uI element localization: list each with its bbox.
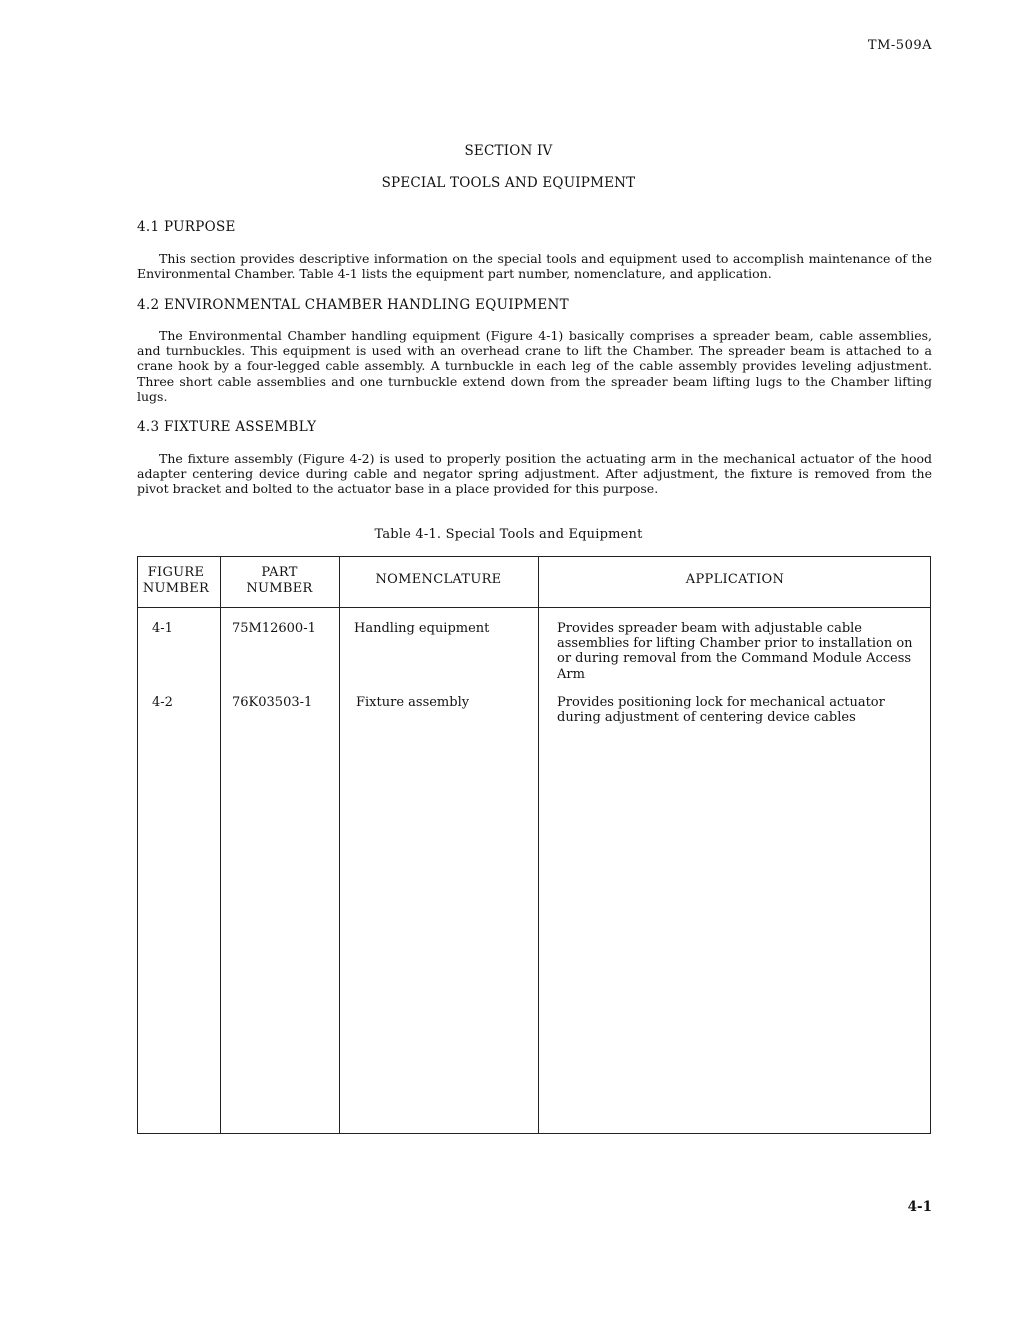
header-divider bbox=[138, 607, 930, 608]
heading-handling-equipment: 4.2 ENVIRONMENTAL CHAMBER HANDLING EQUIPMENT bbox=[137, 297, 569, 313]
table-cell-nomenclature: Fixture assembly bbox=[356, 695, 470, 710]
table-caption: Table 4-1. Special Tools and Equipment bbox=[374, 527, 643, 542]
column-divider bbox=[538, 557, 539, 1133]
document-id: TM-509A bbox=[867, 38, 932, 53]
heading-purpose: 4.1 PURPOSE bbox=[137, 219, 236, 235]
special-tools-table bbox=[137, 556, 931, 1134]
table-cell-application: Provides positioning lock for mechanical actuator during adjustment of centering device cables bbox=[557, 695, 885, 726]
table-cell-part: 76K03503-1 bbox=[232, 695, 313, 710]
header-figure-number: FIGURE NUMBER bbox=[142, 565, 210, 596]
section-number: SECTION IV bbox=[464, 143, 553, 159]
table-cell-part: 75M12600-1 bbox=[232, 621, 316, 636]
header-nomenclature: NOMENCLATURE bbox=[375, 572, 502, 587]
heading-fixture-assembly: 4.3 FIXTURE ASSEMBLY bbox=[137, 419, 317, 435]
page-number: 4-1 bbox=[907, 1199, 932, 1215]
paragraph-handling-equipment: The Environmental Chamber handling equipment (Figure 4-1) basically comprises a spreader beam, cable assemblies, and turnbuckles. This equipment is used with an overhead crane to lift the Chamber. The spreader beam is attached to a crane hook by a four-legged cable assembly. A turnbuckle in each leg of the cable assembly provides leveling adjustment. Three short cable assemblies and one turnbuckle extend down from the spreader beam lifting lugs to the Chamber lifting lugs. bbox=[137, 328, 932, 404]
column-divider bbox=[220, 557, 221, 1133]
table-cell-figure: 4-1 bbox=[152, 621, 173, 636]
header-application: APPLICATION bbox=[685, 572, 785, 587]
table-cell-figure: 4-2 bbox=[152, 695, 173, 710]
paragraph-fixture-assembly: The fixture assembly (Figure 4-2) is used to properly position the actuating arm in the mechanical actuator of the hood adapter centering device during cable and negator spring adjustment. After adjustment, the fixture is removed from the pivot bracket and bolted to the actuator base in a place provided for this purpose. bbox=[137, 451, 932, 497]
header-part-number: PART NUMBER bbox=[246, 565, 313, 596]
paragraph-purpose: This section provides descriptive information on the special tools and equipment used to accomplish maintenance of the Environmental Chamber. Table 4-1 lists the equipment part number, nomenclature, and application. bbox=[137, 251, 932, 282]
table-cell-nomenclature: Handling equipment bbox=[354, 621, 490, 636]
table-cell-application: Provides spreader beam with adjustable cable assemblies for lifting Chamber prior to installation on or during removal from the Command Module Access Arm bbox=[557, 621, 913, 682]
section-title: SPECIAL TOOLS AND EQUIPMENT bbox=[381, 175, 636, 191]
column-divider bbox=[339, 557, 340, 1133]
